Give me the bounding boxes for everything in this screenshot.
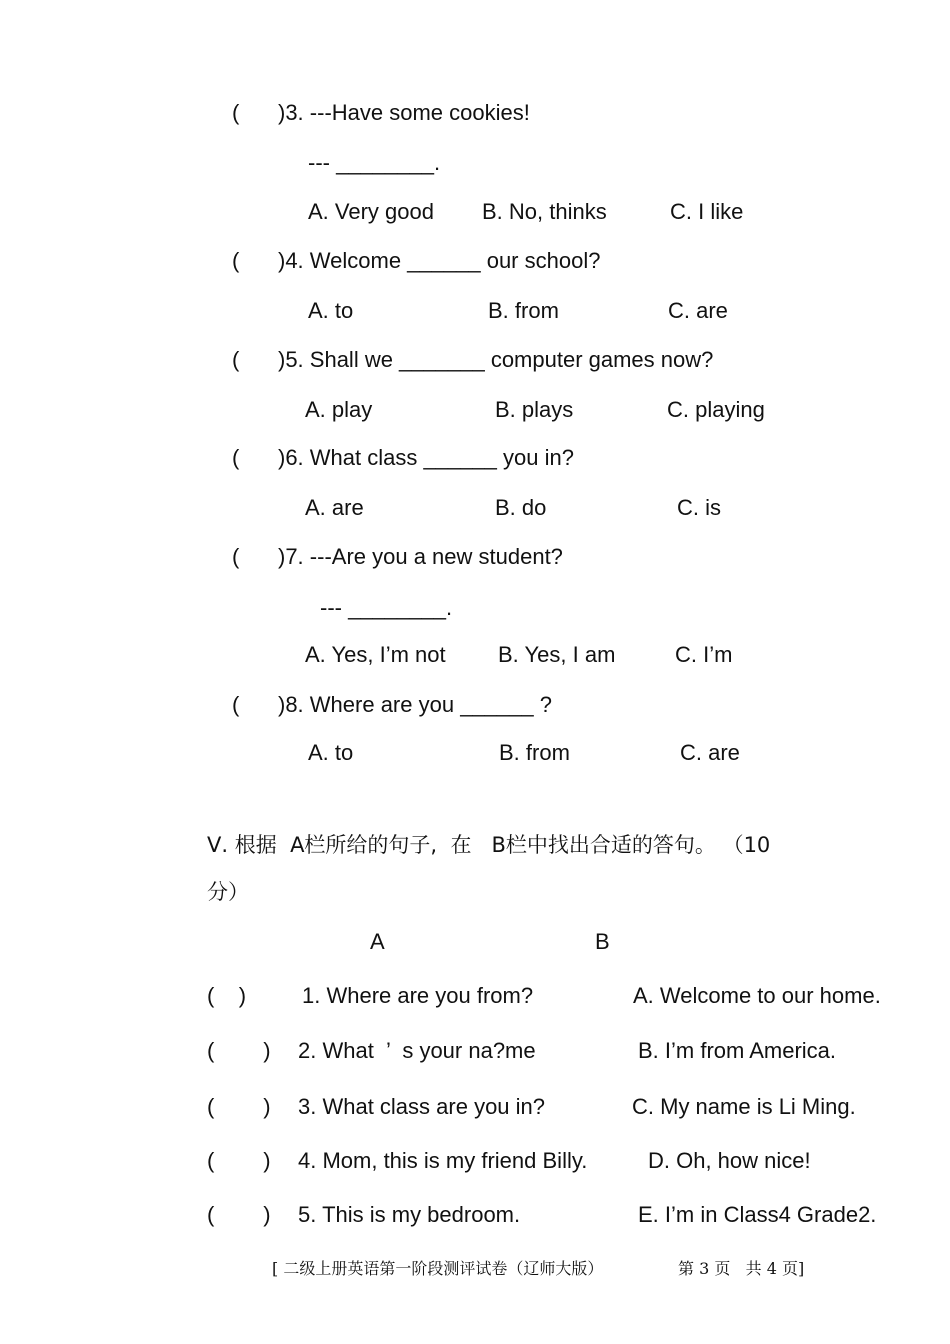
answer-paren: ( <box>232 100 240 125</box>
question-3-reply: --- ________. <box>308 150 441 175</box>
question-3-text: )3. ---Have some cookies! <box>278 100 530 125</box>
answer-paren: ( <box>232 347 240 372</box>
question-4-option-a: A. to <box>308 298 354 323</box>
section-heading-continued: 分） <box>207 880 249 904</box>
match-a-3: 3. What class are you in? <box>298 1094 546 1119</box>
match-a-2: 2. What ’ s your na?me <box>298 1038 536 1063</box>
footer-page-number: 第 3 页 共 4 页] <box>678 1259 805 1278</box>
match-paren: ( ) <box>207 1038 271 1063</box>
match-paren: ( ) <box>207 1148 271 1173</box>
question-7-text: )7. ---Are you a new student? <box>278 544 563 569</box>
question-7-reply: --- ________. <box>320 595 453 620</box>
question-7-option-a: A. Yes, I’m not <box>305 642 446 667</box>
match-paren: ( ) <box>207 983 247 1008</box>
section-heading: Ⅴ. 根据 A栏所给的句子, 在 B栏中找出合适的答句。 （10 <box>207 833 771 857</box>
question-6-option-a: A. are <box>305 495 364 520</box>
answer-paren: ( <box>232 248 240 273</box>
column-b-header: B <box>595 929 610 954</box>
match-b-b: B. I’m from America. <box>638 1038 837 1063</box>
column-a-header: A <box>370 929 385 954</box>
match-a-4: 4. Mom, this is my friend Billy. <box>298 1148 588 1173</box>
question-5-option-a: A. play <box>305 397 373 422</box>
question-8-option-b: B. from <box>499 740 570 765</box>
answer-paren: ( <box>232 692 240 717</box>
question-8-text: )8. Where are you ______ ? <box>278 692 552 717</box>
match-paren: ( ) <box>207 1202 271 1227</box>
footer-title: [ 二级上册英语第一阶段测评试卷（辽师大版） <box>272 1259 604 1278</box>
question-5-option-c: C. playing <box>667 397 765 422</box>
match-b-c: C. My name is Li Ming. <box>632 1094 856 1119</box>
question-7-option-c: C. I’m <box>675 642 733 667</box>
match-paren: ( ) <box>207 1094 271 1119</box>
question-3-option-b: B. No, thinks <box>482 199 607 224</box>
question-4-text: )4. Welcome ______ our school? <box>278 248 601 273</box>
answer-paren: ( <box>232 544 240 569</box>
question-7-option-b: B. Yes, I am <box>498 642 616 667</box>
question-6-option-b: B. do <box>495 495 547 520</box>
match-b-a: A. Welcome to our home. <box>633 983 881 1008</box>
question-6-text: )6. What class ______ you in? <box>278 445 574 470</box>
question-4-option-b: B. from <box>488 298 559 323</box>
question-5-option-b: B. plays <box>495 397 574 422</box>
question-5-text: )5. Shall we _______ computer games now? <box>278 347 714 372</box>
match-a-1: 1. Where are you from? <box>302 983 534 1008</box>
question-4-option-c: C. are <box>668 298 728 323</box>
answer-paren: ( <box>232 445 240 470</box>
match-a-5: 5. This is my bedroom. <box>298 1202 521 1227</box>
question-8-option-a: A. to <box>308 740 354 765</box>
match-b-d: D. Oh, how nice! <box>648 1148 811 1173</box>
match-b-e: E. I’m in Class4 Grade2. <box>638 1202 877 1227</box>
question-3-option-c: C. I like <box>670 199 744 224</box>
question-8-option-c: C. are <box>680 740 740 765</box>
question-6-option-c: C. is <box>677 495 721 520</box>
question-3-option-a: A. Very good <box>308 199 434 224</box>
